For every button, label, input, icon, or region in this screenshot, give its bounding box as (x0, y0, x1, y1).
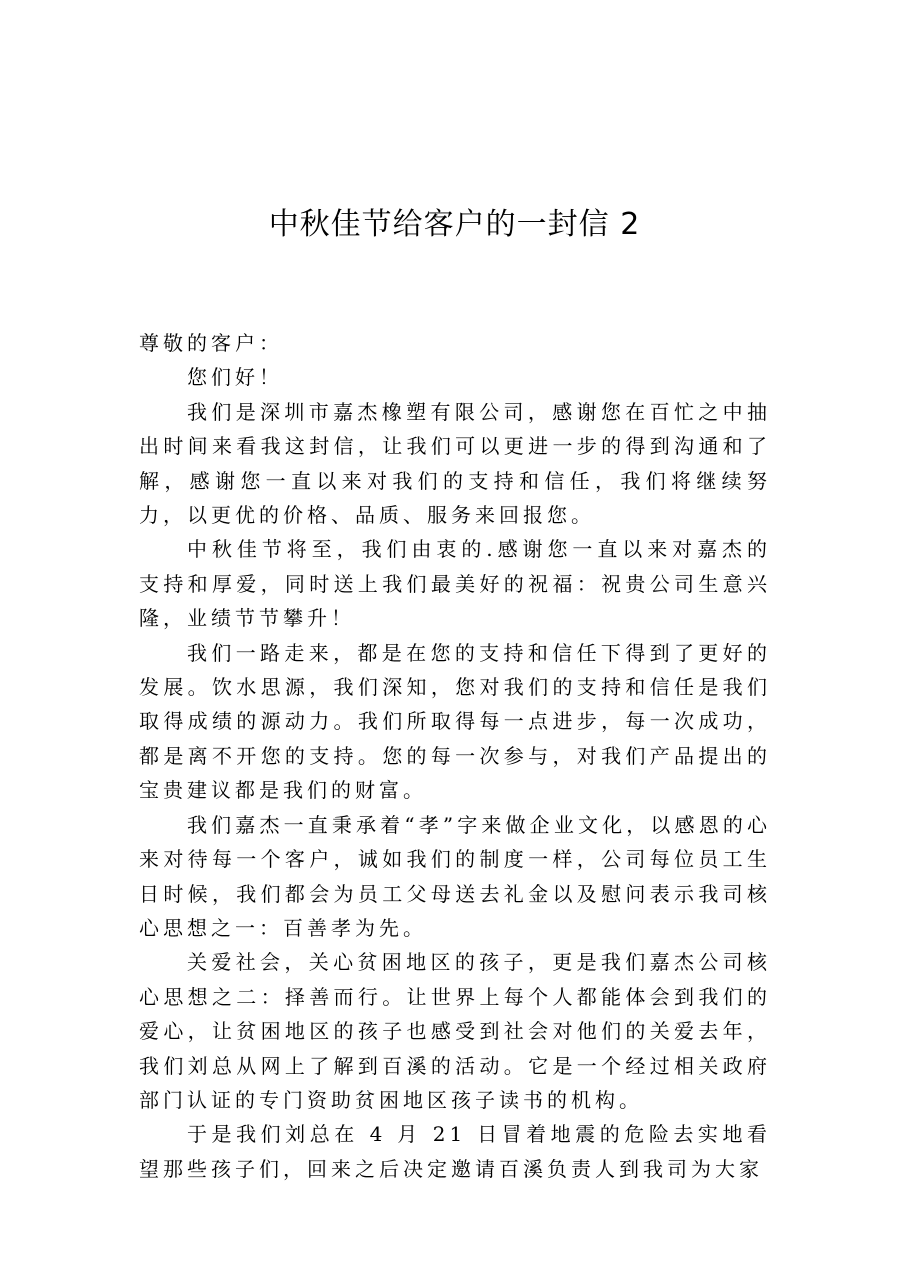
paragraph-greeting: 您们好！ (187, 365, 283, 390)
paragraph-social-care: 关爱社会，关心贫困地区的孩子，更是我们嘉杰公司核心思想之二：择善而行。让世界上每个人都能体会到我们的爱心，让贫困地区的孩子也感受到社会对他们的关爱去年，我们刘总从网上了解到百溪的活动。它是一个经过相关政府部门认证的专门资助贫困地区孩子读书的机构。 (139, 950, 771, 1112)
letter-body (139, 326, 771, 1186)
paragraph-company-culture: 我们嘉杰一直秉承着“孝”字来做企业文化，以感恩的心来对待每一个客户，诚如我们的制度一样，公司每位员工生日时候，我们都会为员工父母送去礼金以及慰问表示我司核心思想之一：百善孝为先。 (139, 812, 771, 940)
paragraph-festival-wishes: 中秋佳节将至，我们由衷的.感谢您一直以来对嘉杰的支持和厚爱，同时送上我们最美好的祝福：祝贵公司生意兴隆，业绩节节攀升！ (139, 537, 771, 631)
document-title: 中秋佳节给客户的一封信 2 (268, 207, 641, 242)
paragraph-site-visit: 于是我们刘总在 4 月 21 日冒着地震的危险去实地看望那些孩子们，回来之后决定邀请百溪负责人到我司为大家 (139, 1122, 771, 1181)
paragraph-introduction: 我们是深圳市嘉杰橡塑有限公司，感谢您在百忙之中抽出时间来看我这封信，让我们可以更进一步的得到沟通和了解，感谢您一直以来对我们的支持和信任，我们将继续努力，以更优的价格、品质、服务来回报您。 (139, 399, 771, 528)
salutation: 尊敬的客户： (139, 331, 283, 355)
paragraph-gratitude: 我们一路走来，都是在您的支持和信任下得到了更好的发展。饮水思源，我们深知，您对我们的支持和信任是我们取得成绩的源动力。我们所取得每一点进步，每一次成功，都是离不开您的支持。您的每一次参与，对我们产品提出的宝贵建议都是我们的财富。 (139, 640, 771, 803)
